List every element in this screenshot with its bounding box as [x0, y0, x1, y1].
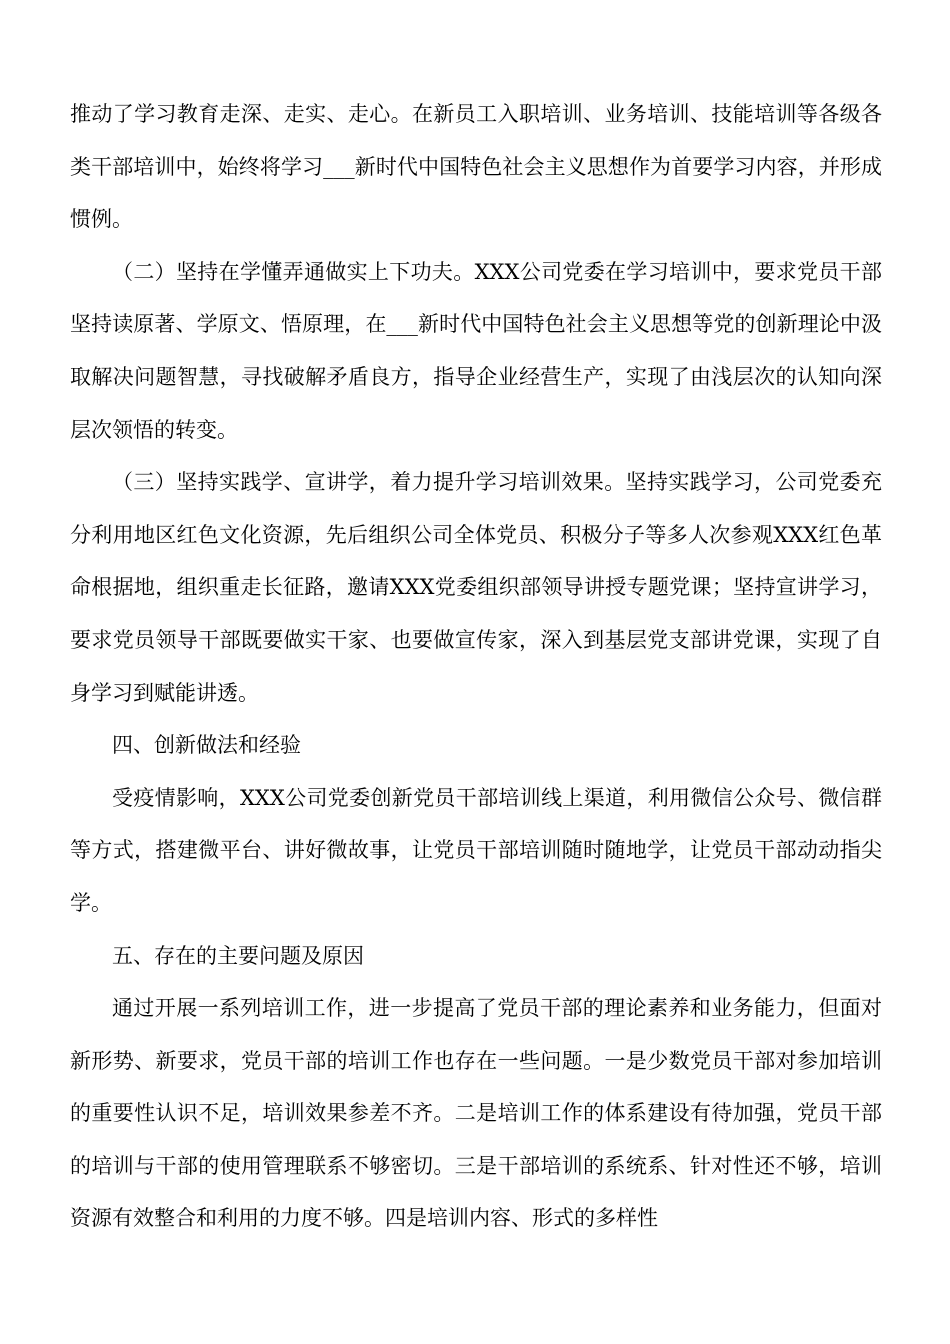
heading-innovation: 四、创新做法和经验: [112, 733, 301, 758]
document-body: [70, 88, 882, 1245]
paragraph-section-2: （二）坚持在学懂弄通做实上下功夫。XXX公司党委在学习培训中，要求党员干部坚持读原著、学原文、悟原理，在___新时代中国特色社会主义思想等党的创新理论中汲取解决问题智慧，寻找破解矛盾良方，指导企业经营生产，实现了由浅层次的认知向深层次领悟的转变。: [70, 259, 882, 442]
paragraph-continuation: 推动了学习教育走深、走实、走心。在新员工入职培训、业务培训、技能培训等各级各类干部培训中，始终将学习___新时代中国特色社会主义思想作为首要学习内容，并形成惯例。: [70, 102, 882, 232]
paragraph-section-3: （三）坚持实践学、宣讲学，着力提升学习培训效果。坚持实践学习，公司党委充分利用地区红色文化资源，先后组织公司全体党员、积极分子等多人次参观XXX红色革命根据地，组织重走长征路，邀请XXX党委组织部领导讲授专题党课；坚持宣讲学习，要求党员领导干部既要做实干家、也要做宣传家，深入到基层党支部讲党课，实现了自身学习到赋能讲透。: [70, 470, 882, 705]
paragraph-problems: 通过开展一系列培训工作，进一步提高了党员干部的理论素养和业务能力，但面对新形势、新要求，党员干部的培训工作也存在一些问题。一是少数党员干部对参加培训的重要性认识不足，培训效果参差不齐。二是培训工作的体系建设有待加强，党员干部的培训与干部的使用管理联系不够密切。三是干部培训的系统系、针对性还不够，培训资源有效整合和利用的力度不够。四是培训内容、形式的多样性: [70, 996, 882, 1231]
heading-problems: 五、存在的主要问题及原因: [112, 943, 364, 968]
paragraph-innovation: 受疫情影响，XXX公司党委创新党员干部培训线上渠道，利用微信公众号、微信群等方式，搭建微平台、讲好微故事，让党员干部培训随时随地学，让党员干部动动指尖学。: [70, 785, 882, 915]
